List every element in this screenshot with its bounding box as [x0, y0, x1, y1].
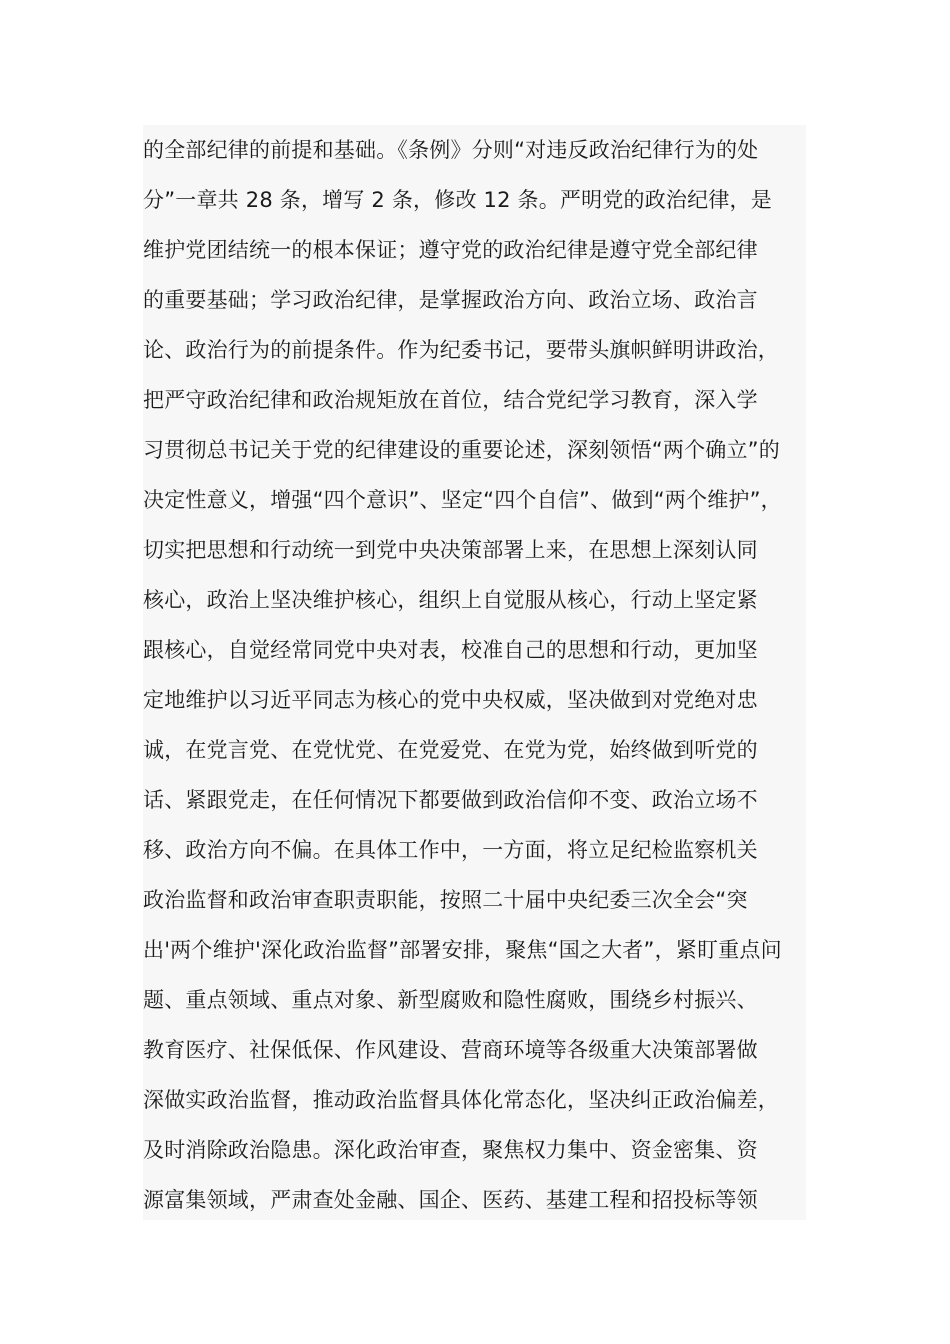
text-line: 把严守政治纪律和政治规矩放在首位，结合党纪学习教育，深入学: [143, 388, 758, 412]
text-line: 移、政治方向不偏。在具体工作中，一方面，将立足纪检监察机关: [143, 838, 758, 862]
text-line: 习贯彻总书记关于党的纪律建设的重要论述，深刻领悟“两个确立”的: [143, 438, 780, 462]
text-line: 切实把思想和行动统一到党中央决策部署上来，在思想上深刻认同: [143, 538, 758, 562]
text-line: 题、重点领域、重点对象、新型腐败和隐性腐败，围绕乡村振兴、: [143, 988, 758, 1012]
text-line: 话、紧跟党走，在任何情况下都要做到政治信仰不变、政治立场不: [143, 788, 758, 812]
text-line: 核心，政治上坚决维护核心，组织上自觉服从核心，行动上坚定紧: [143, 588, 758, 612]
text-line: 诚，在党言党、在党忧党、在党爱党、在党为党，始终做到听党的: [143, 738, 758, 762]
text-line: 定地维护以习近平同志为核心的党中央权威，坚决做到对党绝对忠: [143, 688, 758, 712]
text-line: 及时消除政治隐患。深化政治审查，聚焦权力集中、资金密集、资: [143, 1138, 758, 1162]
text-line: 跟核心，自觉经常同党中央对表，校准自己的思想和行动，更加坚: [143, 638, 758, 662]
text-line: 维护党团结统一的根本保证；遵守党的政治纪律是遵守党全部纪律: [143, 238, 758, 262]
text-line: 政治监督和政治审查职责职能，按照二十届中央纪委三次全会“突: [143, 888, 748, 912]
text-line: 论、政治行为的前提条件。作为纪委书记，要带头旗帜鲜明讲政治，: [143, 338, 779, 362]
text-line: 源富集领域，严肃查处金融、国企、医药、基建工程和招投标等领: [143, 1188, 758, 1212]
text-line: 决定性意义，增强“四个意识”、坚定“四个自信”、做到“两个维护”，: [143, 488, 782, 512]
text-line: 教育医疗、社保低保、作风建设、营商环境等各级重大决策部署做: [143, 1038, 758, 1062]
text-line: 出'两个维护'深化政治监督”部署安排，聚焦“国之大者”，紧盯重点问: [143, 938, 782, 962]
text-line: 深做实政治监督，推动政治监督具体化常态化，坚决纠正政治偏差，: [143, 1088, 779, 1112]
text-line: 的全部纪律的前提和基础。《条例》分则“对违反政治纪律行为的处: [143, 138, 759, 162]
text-line: 分”一章共 28 条，增写 2 条，修改 12 条。严明党的政治纪律，是: [143, 188, 772, 212]
text-line: 的重要基础；学习政治纪律，是掌握政治方向、政治立场、政治言: [143, 288, 758, 312]
body-text-block: [143, 125, 806, 1220]
